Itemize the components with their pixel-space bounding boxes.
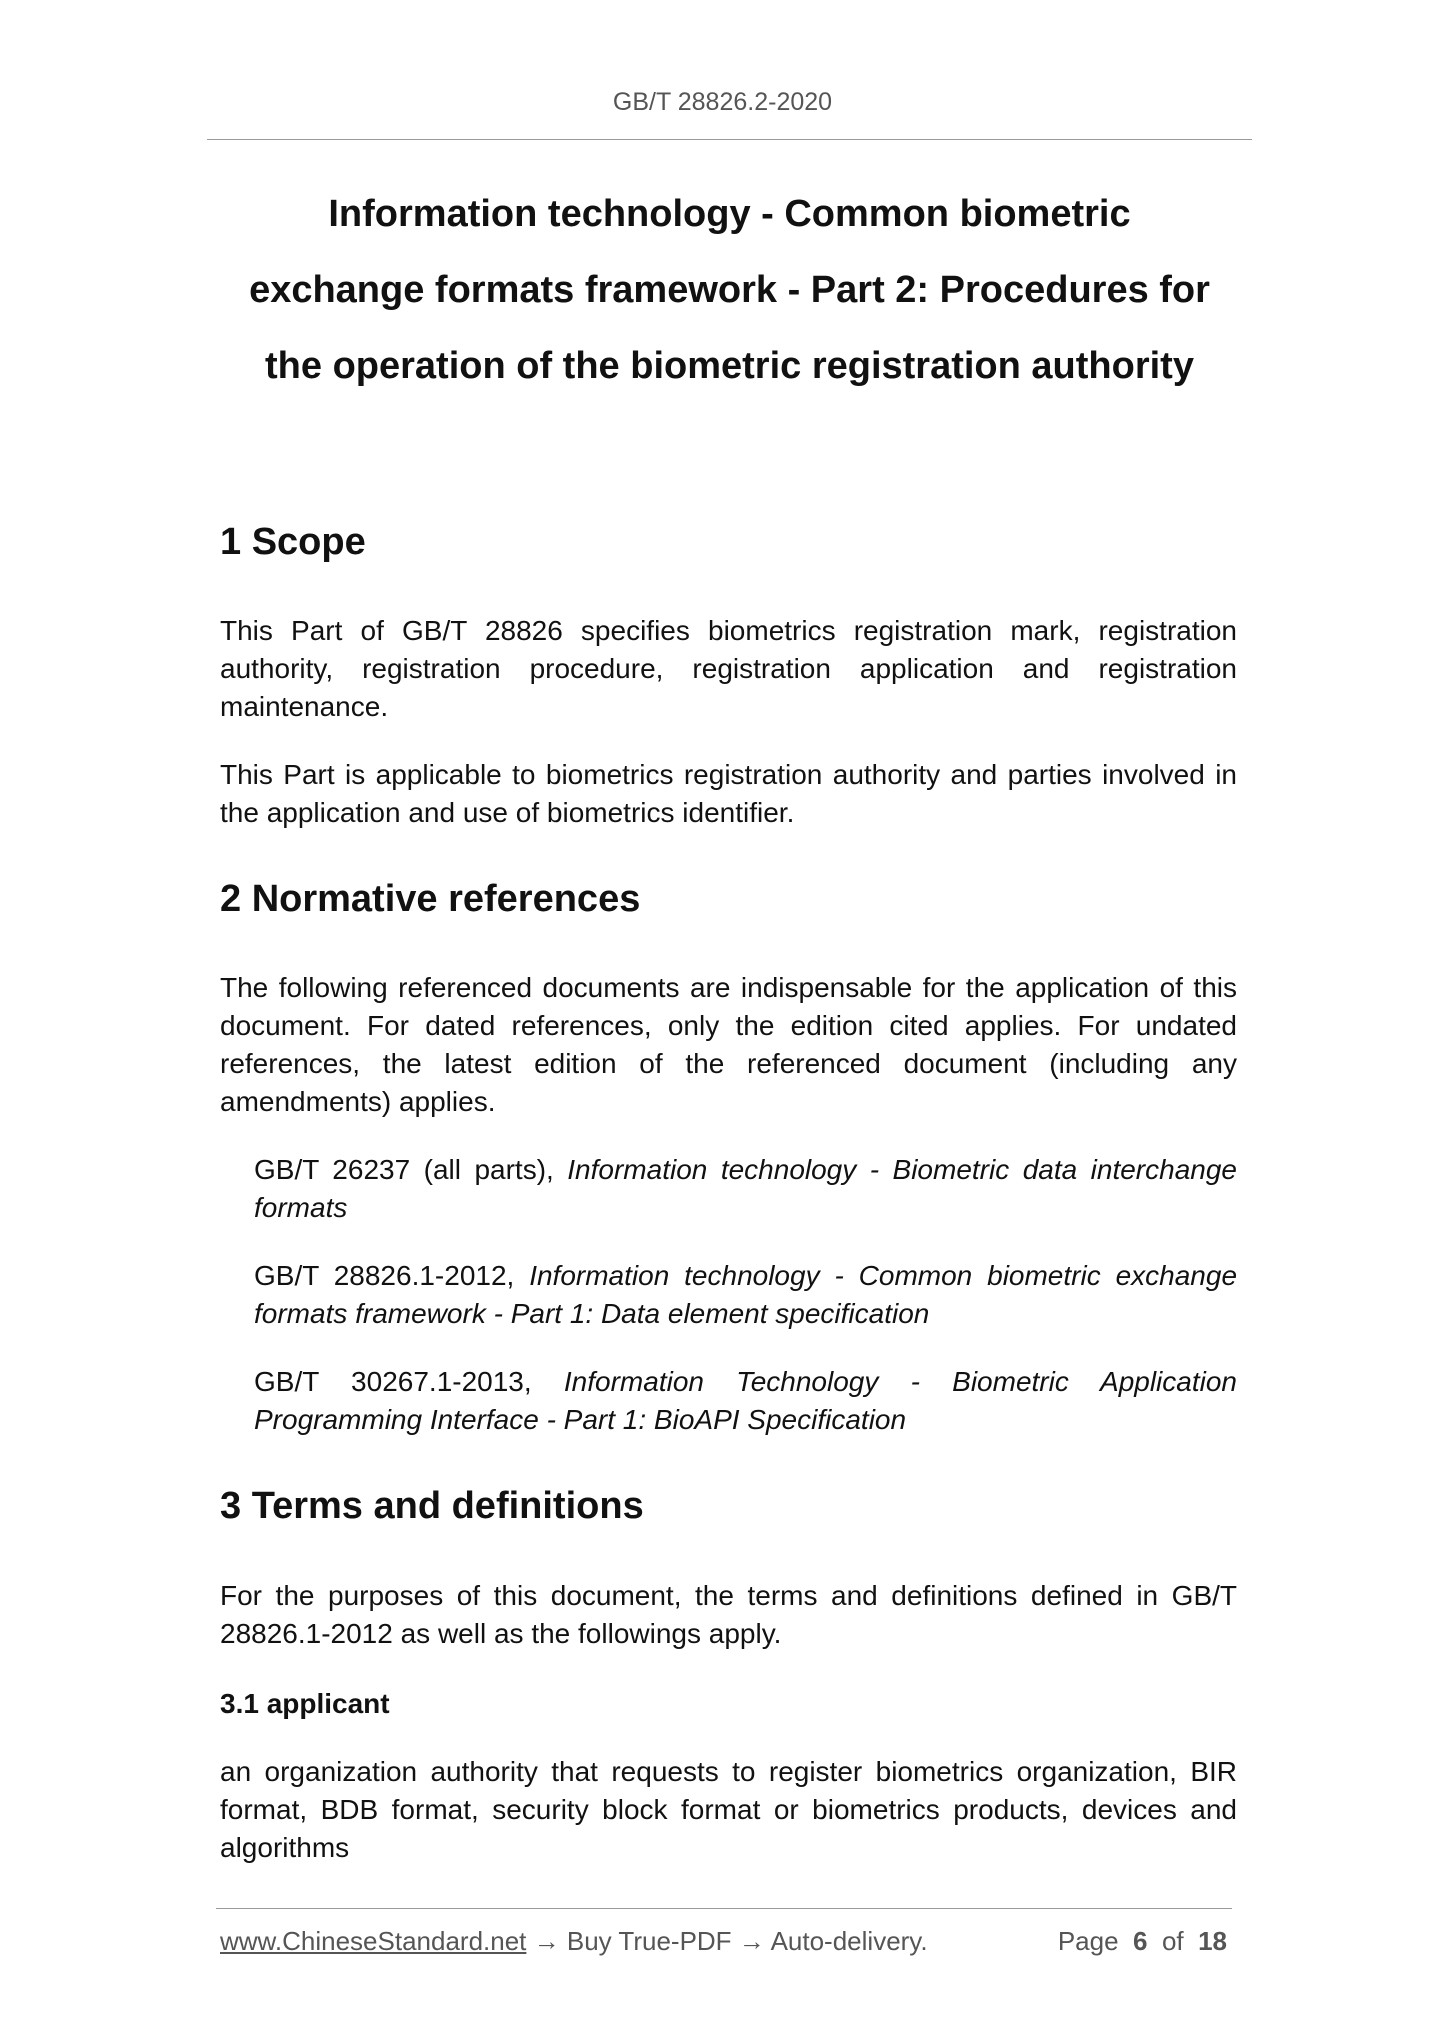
reference-item bbox=[254, 1257, 1237, 1333]
normative-paragraph: The following referenced documents are indispensable for the application of this document. For dated references, only the edition cited applies. For undated references, the latest edition of the referenced document (including any amendments) applies. bbox=[220, 972, 1237, 1117]
reference-code: GB/T 30267.1-2013, bbox=[254, 1366, 564, 1397]
document-title bbox=[207, 176, 1252, 404]
term-heading-applicant: 3.1 applicant bbox=[220, 1688, 390, 1719]
reference-title: Information technology - Biometric data interchange formats bbox=[254, 1154, 1237, 1223]
term-definition-applicant: an organization authority that requests to register biometrics organization, BIR format, BDB format, security block format or biometrics products, devices and algorithms bbox=[220, 1756, 1237, 1863]
page-indicator: Page 6 of 18 bbox=[1057, 1926, 1227, 1956]
section-heading-normative-references: 2 Normative references bbox=[220, 878, 641, 920]
page-number: 6 bbox=[1133, 1926, 1148, 1956]
title-line-3: the operation of the biometric registration authority bbox=[265, 345, 1194, 387]
section-heading-terms: 3 Terms and definitions bbox=[220, 1485, 644, 1527]
title-line-1: Information technology - Common biometric bbox=[328, 193, 1131, 235]
terms-paragraph: For the purposes of this document, the terms and definitions defined in GB/T 28826.1-2012 as well as the followings apply. bbox=[220, 1580, 1237, 1649]
site-link[interactable]: www.ChineseStandard.net bbox=[220, 1926, 527, 1956]
title-line-2: exchange formats framework - Part 2: Procedures for bbox=[249, 269, 1210, 311]
reference-title: Information Technology - Biometric Application Programming Interface - Part 1: BioAPI Specification bbox=[254, 1366, 1237, 1435]
scope-paragraph-2: This Part is applicable to biometrics registration authority and parties involved in the application and use of biometrics identifier. bbox=[220, 759, 1237, 828]
reference-title: Information technology - Common biometric exchange formats framework - Part 1: Data element specification bbox=[254, 1260, 1238, 1329]
page-footer bbox=[220, 1926, 1232, 1966]
footer-promo: → Buy True-PDF → Auto-delivery. bbox=[526, 1926, 928, 1956]
footer-divider bbox=[216, 1908, 1232, 1909]
header-divider bbox=[207, 139, 1252, 140]
reference-code: GB/T 28826.1-2012, bbox=[254, 1260, 530, 1291]
reference-item bbox=[254, 1151, 1237, 1227]
running-header: GB/T 28826.2-2020 bbox=[612, 88, 833, 116]
reference-code: GB/T 26237 (all parts), bbox=[254, 1154, 568, 1185]
section-heading-scope: 1 Scope bbox=[220, 521, 366, 563]
page-total: 18 bbox=[1198, 1926, 1227, 1956]
scope-paragraph-1: This Part of GB/T 28826 specifies biometrics registration mark, registration authority, registration procedure, registration application and registration maintenance. bbox=[220, 615, 1237, 722]
reference-item bbox=[254, 1363, 1237, 1439]
